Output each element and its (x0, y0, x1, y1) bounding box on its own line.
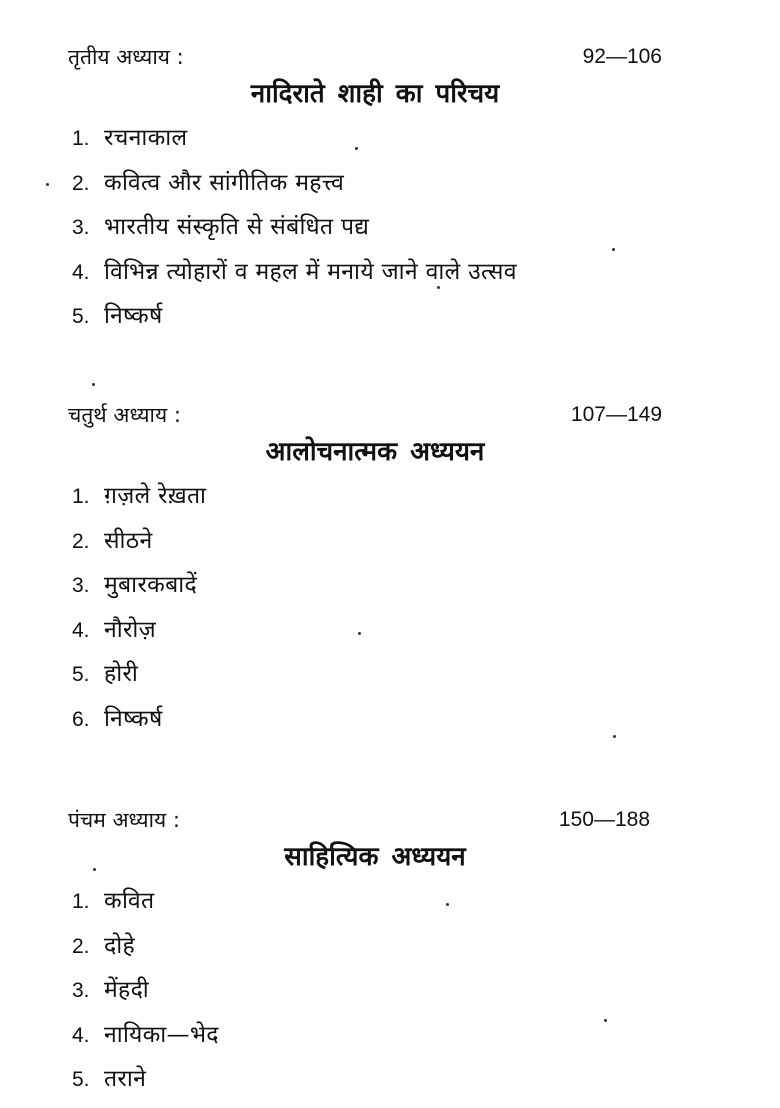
item-text: निष्कर्ष (104, 303, 163, 330)
list-item (72, 298, 780, 343)
item-number: 3. (72, 216, 90, 240)
list-item (72, 254, 780, 299)
list-item (72, 928, 780, 973)
scan-speck (93, 868, 96, 871)
list-item (72, 1061, 780, 1106)
list-item (72, 883, 780, 928)
item-text: नायिका—भेद (104, 1021, 219, 1048)
scan-speck (446, 903, 449, 906)
chapter-header (0, 803, 780, 839)
chapter-topic-list (0, 120, 780, 343)
list-item (72, 567, 780, 612)
item-text: निष्कर्ष (104, 705, 163, 732)
item-number: 5. (72, 305, 90, 329)
item-text: भारतीय संस्कृति से संबंधित पद्य (104, 214, 370, 241)
list-item (72, 612, 780, 657)
chapter-page-range: 107—149 (570, 403, 662, 426)
item-number: 2. (72, 529, 90, 553)
chapter-section (0, 398, 780, 746)
item-number: 3. (72, 574, 90, 598)
item-number: 2. (72, 171, 90, 195)
chapter-label: पंचम अध्याय : (68, 808, 180, 832)
item-text: मेंहदी (104, 977, 150, 1004)
scan-speck (92, 383, 95, 386)
chapter-topic-list (0, 883, 780, 1106)
item-text: मुबारकबादें (104, 572, 198, 599)
item-text: रचनाकाल (104, 125, 188, 151)
chapter-label: चतुर्थ अध्याय : (68, 403, 181, 427)
item-number: 1. (72, 890, 90, 913)
chapter-label: तृतीय अध्याय : (68, 45, 184, 69)
scan-speck (358, 632, 361, 635)
item-text: सीठने (104, 527, 153, 554)
chapter-title: आलोचनात्मक अध्ययन (265, 437, 485, 467)
scan-speck (612, 248, 615, 251)
item-number: 1. (72, 127, 90, 150)
item-number: 6. (72, 707, 90, 731)
chapter-header (0, 40, 780, 76)
chapter-page-range: 150—188 (558, 808, 650, 831)
list-item (72, 523, 780, 568)
chapter-page-range: 92—106 (582, 45, 662, 68)
list-item (72, 120, 780, 165)
list-item (72, 972, 780, 1017)
item-number: 5. (72, 1068, 90, 1092)
item-number: 3. (72, 979, 90, 1003)
chapter-title: नादिराते शाही का परिचय (250, 79, 500, 109)
chapter-title: साहित्यिक अध्ययन (284, 842, 466, 872)
list-item (72, 478, 780, 523)
chapter-topic-list (0, 478, 780, 746)
item-number: 1. (72, 485, 90, 508)
item-number: 4. (72, 1023, 90, 1047)
item-text: ग़ज़ले रेख़ता (104, 483, 207, 509)
scan-speck (355, 147, 358, 150)
item-text: कवित्व और सांगीतिक महत्त्व (104, 169, 345, 196)
scan-speck (613, 735, 616, 738)
item-number: 5. (72, 663, 90, 687)
list-item (72, 1017, 780, 1062)
item-text: नौरोज़ (104, 616, 157, 643)
item-text: विभिन्न त्योहारों व महल में मनाये जाने वाले उत्सव (104, 258, 517, 285)
scan-speck (437, 286, 440, 289)
scan-speck (46, 183, 49, 186)
chapter-section (0, 803, 780, 1106)
item-number: 2. (72, 934, 90, 958)
list-item (72, 701, 780, 746)
item-number: 4. (72, 260, 90, 284)
list-item (72, 209, 780, 254)
list-item (72, 656, 780, 701)
scan-speck (604, 1019, 607, 1022)
item-text: तराने (104, 1066, 147, 1093)
list-item (72, 165, 780, 210)
item-number: 4. (72, 618, 90, 642)
item-text: होरी (104, 661, 139, 688)
item-text: कवित (104, 888, 155, 914)
chapter-section (0, 40, 780, 343)
item-text: दोहे (104, 932, 135, 959)
chapter-header (0, 398, 780, 434)
